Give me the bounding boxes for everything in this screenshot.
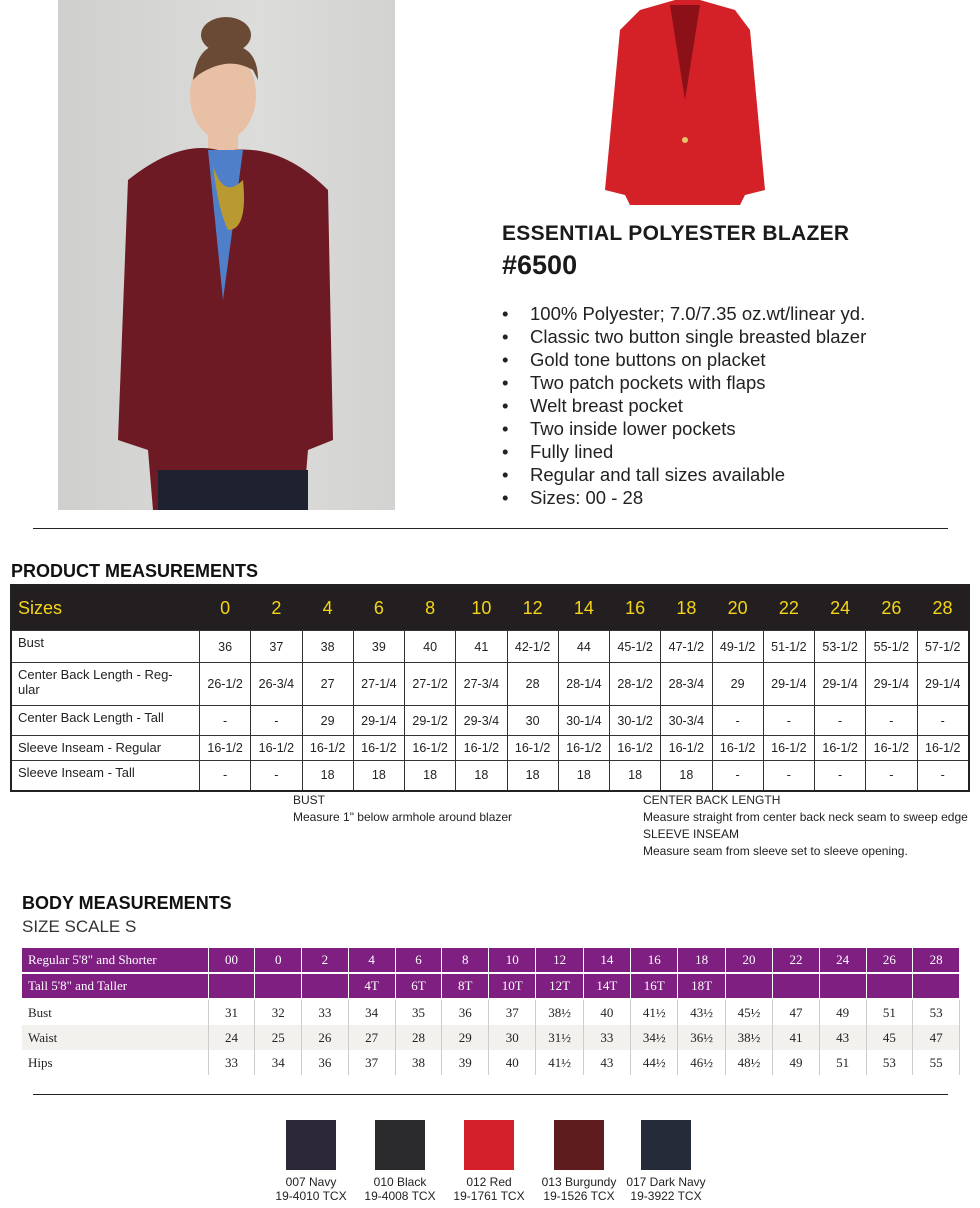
table-cell: 30 [489, 1025, 536, 1050]
table-cell: 51 [866, 999, 913, 1025]
length-notes [643, 792, 968, 860]
table-cell: - [815, 761, 866, 791]
table-row [22, 948, 960, 973]
table-cell: 16-1/2 [405, 736, 456, 761]
table-cell: 36 [200, 631, 251, 663]
table-row [11, 706, 969, 736]
table-cell: 44 [558, 631, 609, 663]
table-cell: 18 [507, 761, 558, 791]
table-cell: 14T [583, 973, 630, 999]
table-cell: 29-3/4 [456, 706, 507, 736]
table-cell: 16-1/2 [815, 736, 866, 761]
table-cell: - [200, 761, 251, 791]
row-label: Regular 5'8" and Shorter [22, 948, 208, 973]
table-cell: 43 [583, 1050, 630, 1075]
size-header: 12 [507, 585, 558, 631]
table-cell: 27-3/4 [456, 663, 507, 706]
table-cell: 24 [819, 948, 866, 973]
size-header: 20 [712, 585, 763, 631]
feature-item: • Two patch pockets with flaps [500, 371, 866, 394]
color-name: 010 Black [373, 1175, 427, 1189]
table-cell: 44½ [631, 1050, 678, 1075]
table-cell: 46½ [678, 1050, 725, 1075]
row-label: Tall 5'8" and Taller [22, 973, 208, 999]
size-header: 10 [456, 585, 507, 631]
color-name: 017 Dark Navy [626, 1175, 706, 1189]
color-swatch[interactable] [375, 1120, 425, 1170]
table-cell: 25 [255, 1025, 302, 1050]
row-label: Sleeve Inseam - Tall [11, 761, 200, 791]
table-cell: 37 [489, 999, 536, 1025]
table-cell: 27 [302, 663, 353, 706]
table-cell: 34½ [631, 1025, 678, 1050]
table-cell: 35 [395, 999, 442, 1025]
table-cell: - [815, 706, 866, 736]
table-cell: 24 [208, 1025, 255, 1050]
table-cell: 18 [456, 761, 507, 791]
table-cell [913, 973, 960, 999]
table-cell: 16-1/2 [507, 736, 558, 761]
color-name: 007 Navy [285, 1175, 337, 1189]
blazer-product-image [600, 0, 770, 210]
table-cell: 6T [395, 973, 442, 999]
table-cell: 38½ [725, 1025, 772, 1050]
table-cell: 48½ [725, 1050, 772, 1075]
table-cell: 43 [819, 1025, 866, 1050]
table-cell: 16-1/2 [763, 736, 814, 761]
table-cell: 57-1/2 [917, 631, 969, 663]
product-measurements-table [10, 584, 970, 792]
table-cell: 29-1/4 [815, 663, 866, 706]
table-cell [302, 973, 349, 999]
color-swatch[interactable] [641, 1120, 691, 1170]
size-header: 28 [917, 585, 969, 631]
table-cell: 00 [208, 948, 255, 973]
color-code: 19-1761 TCX [453, 1189, 525, 1203]
table-cell: 12T [536, 973, 583, 999]
table-cell: 28-1/2 [610, 663, 661, 706]
table-cell: 16-1/2 [661, 736, 712, 761]
table-cell: 26 [302, 1025, 349, 1050]
table-cell: 16-1/2 [866, 736, 917, 761]
table-cell: - [712, 761, 763, 791]
feature-list [500, 302, 866, 509]
table-cell: 27 [348, 1025, 395, 1050]
table-cell: 34 [348, 999, 395, 1025]
cbl-note-title: CENTER BACK LENGTH [643, 793, 781, 807]
table-cell: - [866, 761, 917, 791]
table-cell: 18 [661, 761, 712, 791]
feature-item: • Regular and tall sizes available [500, 463, 866, 486]
table-cell: 33 [208, 1050, 255, 1075]
table-cell: 28 [913, 948, 960, 973]
table-row [22, 1050, 960, 1075]
row-label: Bust [22, 999, 208, 1025]
table-cell: 18 [405, 761, 456, 791]
table-cell: 41½ [631, 999, 678, 1025]
table-cell: 8T [442, 973, 489, 999]
table-cell: 51-1/2 [763, 631, 814, 663]
table-cell: 28-3/4 [661, 663, 712, 706]
color-swatch[interactable] [464, 1120, 514, 1170]
table-cell: 4 [348, 948, 395, 973]
sleeve-note-title: SLEEVE INSEAM [643, 827, 740, 841]
model-photo [58, 0, 395, 510]
table-cell: 16-1/2 [917, 736, 969, 761]
table-cell: 40 [583, 999, 630, 1025]
feature-item: • Gold tone buttons on placket [500, 348, 866, 371]
table-cell: 40 [405, 631, 456, 663]
body-measurements-table [22, 948, 960, 1075]
row-label: Hips [22, 1050, 208, 1075]
table-cell [866, 973, 913, 999]
color-name: 012 Red [466, 1175, 512, 1189]
size-header: 0 [200, 585, 251, 631]
table-row [22, 999, 960, 1025]
table-cell: 16-1/2 [712, 736, 763, 761]
table-cell: 26-3/4 [251, 663, 302, 706]
table-cell: - [917, 761, 969, 791]
table-row [22, 973, 960, 999]
feature-item: • Two inside lower pockets [500, 417, 866, 440]
table-cell: 18 [558, 761, 609, 791]
table-cell: 32 [255, 999, 302, 1025]
size-header: 18 [661, 585, 712, 631]
size-header: 4 [302, 585, 353, 631]
table-cell: 51 [819, 1050, 866, 1075]
table-cell: 6 [395, 948, 442, 973]
table-cell: 31 [208, 999, 255, 1025]
table-cell: 10T [489, 973, 536, 999]
row-label: Bust [11, 631, 200, 663]
table-cell: 16-1/2 [610, 736, 661, 761]
table-cell: 42-1/2 [507, 631, 558, 663]
table-cell: 4T [348, 973, 395, 999]
table-cell: 36 [302, 1050, 349, 1075]
table-cell: 29-1/4 [866, 663, 917, 706]
color-name: 013 Burgundy [541, 1175, 617, 1189]
table-cell: 53 [913, 999, 960, 1025]
product-title: ESSENTIAL POLYESTER BLAZER [502, 222, 850, 245]
table-cell: - [251, 706, 302, 736]
table-cell: 55-1/2 [866, 631, 917, 663]
color-swatch[interactable] [286, 1120, 336, 1170]
table-cell: 26-1/2 [200, 663, 251, 706]
row-label: Center Back Length - Tall [11, 706, 200, 736]
table-row [11, 631, 969, 663]
table-cell: 16-1/2 [200, 736, 251, 761]
table-cell: 43½ [678, 999, 725, 1025]
table-row [11, 761, 969, 791]
size-header: 6 [353, 585, 404, 631]
table-cell: 31½ [536, 1025, 583, 1050]
table-cell: 37 [251, 631, 302, 663]
table-cell [208, 973, 255, 999]
table-cell: - [712, 706, 763, 736]
table-cell: 38 [302, 631, 353, 663]
size-header: 22 [763, 585, 814, 631]
feature-item: • Welt breast pocket [500, 394, 866, 417]
table-cell: 49-1/2 [712, 631, 763, 663]
table-cell: 12 [536, 948, 583, 973]
row-label: Sleeve Inseam - Regular [11, 736, 200, 761]
table-cell: 16-1/2 [456, 736, 507, 761]
color-code: 19-4010 TCX [275, 1189, 347, 1203]
table-cell: 29-1/4 [353, 706, 404, 736]
table-cell: 28-1/4 [558, 663, 609, 706]
table-cell: 34 [255, 1050, 302, 1075]
bust-note-text: Measure 1" below armhole around blazer [293, 810, 513, 824]
feature-item: • Classic two button single breasted blazer [500, 325, 866, 348]
table-cell: 18 [302, 761, 353, 791]
body-measurements-heading: BODY MEASUREMENTS [22, 893, 232, 913]
table-cell: 16 [631, 948, 678, 973]
bust-note-title: BUST [293, 793, 326, 807]
row-label: Center Back Length - Reg-ular [11, 663, 200, 706]
sleeve-note-text: Measure seam from sleeve set to sleeve opening. [643, 844, 908, 858]
divider [33, 1094, 948, 1095]
table-cell: 29-1/4 [763, 663, 814, 706]
color-label [444, 1175, 534, 1203]
size-header: 16 [610, 585, 661, 631]
table-cell: 39 [442, 1050, 489, 1075]
table-cell: 45 [866, 1025, 913, 1050]
table-cell: 29 [712, 663, 763, 706]
table-cell: 41½ [536, 1050, 583, 1075]
table-cell [255, 973, 302, 999]
table-cell: 16-1/2 [353, 736, 404, 761]
table-cell: 47 [773, 999, 820, 1025]
table-cell: 18T [678, 973, 725, 999]
table-cell: 30-1/2 [610, 706, 661, 736]
table-cell: 27-1/2 [405, 663, 456, 706]
product-measurements-heading: PRODUCT MEASUREMENTS [11, 561, 259, 581]
table-cell: 33 [583, 1025, 630, 1050]
color-label [266, 1175, 356, 1203]
table-cell: 20 [725, 948, 772, 973]
table-cell: 49 [819, 999, 866, 1025]
table-cell: 49 [773, 1050, 820, 1075]
table-cell: 36 [442, 999, 489, 1025]
table-cell: 16-1/2 [251, 736, 302, 761]
table-cell: 22 [773, 948, 820, 973]
cbl-note-text: Measure straight from center back neck seam to sweep edge [643, 810, 968, 824]
table-cell: 38½ [536, 999, 583, 1025]
divider [33, 528, 948, 529]
color-code: 19-3922 TCX [630, 1189, 702, 1203]
feature-item: • 100% Polyester; 7.0/7.35 oz.wt/linear yd. [500, 302, 866, 325]
table-cell: 37 [348, 1050, 395, 1075]
row-label: Waist [22, 1025, 208, 1050]
size-header: Sizes [11, 585, 200, 631]
table-row [11, 663, 969, 706]
color-label [621, 1175, 711, 1203]
table-row [22, 1025, 960, 1050]
table-cell: 38 [395, 1050, 442, 1075]
table-cell: 26 [866, 948, 913, 973]
table-cell: 45½ [725, 999, 772, 1025]
table-cell [725, 973, 772, 999]
table-cell: - [251, 761, 302, 791]
color-code: 19-1526 TCX [543, 1189, 615, 1203]
table-cell: 29 [302, 706, 353, 736]
table-cell: 18 [678, 948, 725, 973]
table-cell: 28 [507, 663, 558, 706]
table-cell: 47 [913, 1025, 960, 1050]
table-cell: - [917, 706, 969, 736]
bust-note [293, 792, 512, 826]
table-cell: 40 [489, 1050, 536, 1075]
table-cell: 47-1/2 [661, 631, 712, 663]
table-cell: 29 [442, 1025, 489, 1050]
table-cell: 30-1/4 [558, 706, 609, 736]
table-cell: 33 [302, 999, 349, 1025]
feature-item: • Fully lined [500, 440, 866, 463]
table-cell: 2 [302, 948, 349, 973]
size-header: 8 [405, 585, 456, 631]
table-cell: 39 [353, 631, 404, 663]
color-label [355, 1175, 445, 1203]
table-cell: - [763, 761, 814, 791]
table-cell: 29-1/4 [917, 663, 969, 706]
product-number: #6500 [502, 250, 578, 280]
table-cell: 30 [507, 706, 558, 736]
table-cell: 41 [456, 631, 507, 663]
color-label [534, 1175, 624, 1203]
table-cell: - [866, 706, 917, 736]
table-cell: 18 [610, 761, 661, 791]
table-cell: 29-1/2 [405, 706, 456, 736]
table-cell: 28 [395, 1025, 442, 1050]
table-cell: 18 [353, 761, 404, 791]
size-header: 2 [251, 585, 302, 631]
table-cell: 53 [866, 1050, 913, 1075]
color-code: 19-4008 TCX [364, 1189, 436, 1203]
table-cell: 14 [583, 948, 630, 973]
table-cell: 45-1/2 [610, 631, 661, 663]
table-cell: 41 [773, 1025, 820, 1050]
table-cell [773, 973, 820, 999]
table-cell [819, 973, 866, 999]
table-cell: - [763, 706, 814, 736]
table-cell: 36½ [678, 1025, 725, 1050]
size-header: 14 [558, 585, 609, 631]
table-cell: 16-1/2 [302, 736, 353, 761]
color-swatch[interactable] [554, 1120, 604, 1170]
table-cell: 27-1/4 [353, 663, 404, 706]
table-cell: 10 [489, 948, 536, 973]
table-cell: 30-3/4 [661, 706, 712, 736]
table-cell: 0 [255, 948, 302, 973]
table-row [11, 736, 969, 761]
size-scale-label: SIZE SCALE S [22, 917, 137, 936]
table-cell: 8 [442, 948, 489, 973]
table-cell: 53-1/2 [815, 631, 866, 663]
table-cell: 16-1/2 [558, 736, 609, 761]
table-cell: 55 [913, 1050, 960, 1075]
table-cell: 16T [631, 973, 678, 999]
table-cell: - [200, 706, 251, 736]
size-header: 24 [815, 585, 866, 631]
feature-item: • Sizes: 00 - 28 [500, 486, 866, 509]
size-header: 26 [866, 585, 917, 631]
